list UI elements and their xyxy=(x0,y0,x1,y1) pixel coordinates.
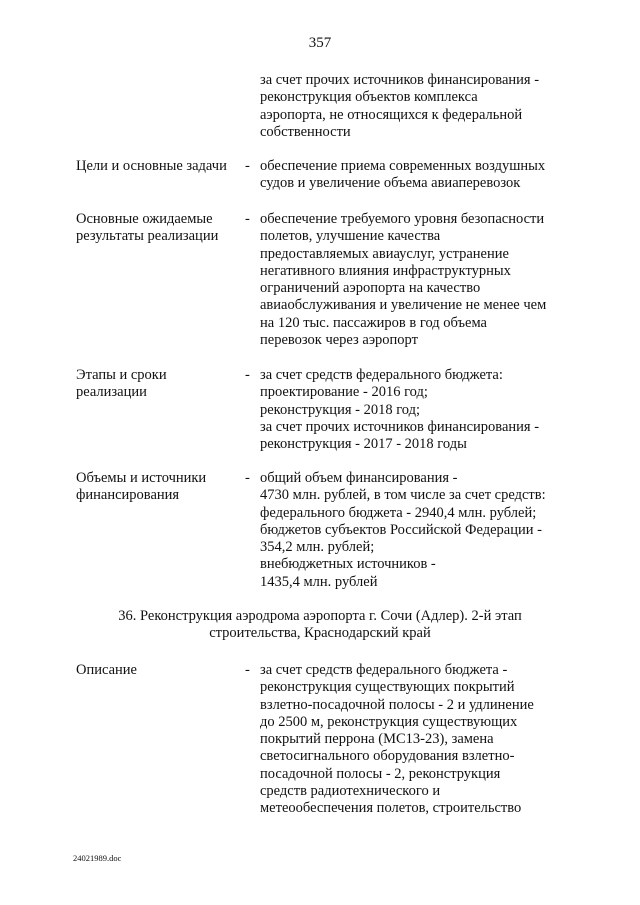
dash-separator: - xyxy=(245,662,250,678)
label-line: финансирования xyxy=(76,487,180,504)
text-line: посадочной полосы - 2, реконструкция xyxy=(260,765,501,782)
label-line: Объемы и источники xyxy=(76,470,207,486)
text-line: за счет прочих источников финансирования - xyxy=(260,72,540,88)
footer-filename: 24021989.doc xyxy=(73,853,122,863)
text-line: обеспечение приема современных воздушных xyxy=(260,158,546,174)
section-label xyxy=(76,367,241,402)
text-line: предоставляемых авиауслуг, устранение xyxy=(260,245,509,262)
text-line: реконструкция - 2017 - 2018 годы xyxy=(260,436,467,453)
dash-separator: - xyxy=(245,367,250,383)
text-line: общий объем финансирования - xyxy=(260,470,458,486)
label-line: Этапы и сроки xyxy=(76,367,167,383)
text-line: светосигнального оборудования взлетно- xyxy=(260,748,515,765)
text-line: за счет средств федерального бюджета - xyxy=(260,662,508,678)
label-line: Описание xyxy=(76,662,137,678)
text-line: 354,2 млн. рублей; xyxy=(260,539,375,556)
label-line: реализации xyxy=(76,384,147,401)
text-line: реконструкция существующих покрытий xyxy=(260,679,515,696)
dash-separator: - xyxy=(245,211,250,227)
text-line: покрытий перрона (МС13-23), замена xyxy=(260,731,494,748)
continuation-text xyxy=(260,72,580,141)
text-line: средств радиотехнического и xyxy=(260,783,441,800)
text-line: проектирование - 2016 год; xyxy=(260,384,428,401)
section-value xyxy=(260,211,580,349)
text-line: бюджетов субъектов Российской Федерации - xyxy=(260,521,542,538)
section-label xyxy=(76,662,241,679)
text-line: на 120 тыс. пассажиров в год объема xyxy=(260,314,487,331)
label-line: Основные ожидаемые xyxy=(76,211,213,227)
text-line: собственности xyxy=(260,123,351,140)
heading-line: 36. Реконструкция аэродрома аэропорта г. Сочи (Адлер). 2-й этап xyxy=(118,608,522,624)
text-line: негативного влияния инфраструктурных xyxy=(260,262,511,279)
text-line: федерального бюджета - 2940,4 млн. рублей; xyxy=(260,504,537,521)
text-line: реконструкция - 2018 год; xyxy=(260,401,421,418)
text-line: за счет прочих источников финансирования - xyxy=(260,418,540,435)
section-value xyxy=(260,367,580,453)
section-value xyxy=(260,470,580,591)
text-line: реконструкция объектов комплекса xyxy=(260,89,478,106)
dash-separator: - xyxy=(245,158,250,174)
text-line: внебюджетных источников - xyxy=(260,556,436,573)
text-line: взлетно-посадочной полосы - 2 и удлинение xyxy=(260,696,534,713)
text-line: авиаобслуживания и увеличение не менее чем xyxy=(260,297,547,314)
text-line: полетов, улучшение качества xyxy=(260,228,441,245)
text-line: за счет средств федерального бюджета: xyxy=(260,367,503,383)
text-line: метеообеспечения полетов, строительство xyxy=(260,800,522,817)
section-value xyxy=(260,662,580,818)
text-line: перевозок через аэропорт xyxy=(260,332,418,349)
label-line: Цели и основные задачи xyxy=(76,158,227,174)
text-line: аэропорта, не относящихся к федеральной xyxy=(260,106,523,123)
text-line: до 2500 м, реконструкция существующих xyxy=(260,713,518,730)
section-label xyxy=(76,158,241,175)
text-line: 1435,4 млн. рублей xyxy=(260,573,378,590)
text-line: 4730 млн. рублей, в том числе за счет средств: xyxy=(260,487,546,504)
section-value xyxy=(260,158,580,193)
text-line: ограничений аэропорта на качество xyxy=(260,280,481,297)
page-number: 357 xyxy=(308,35,332,51)
section-label xyxy=(76,211,241,246)
heading-line: строительства, Краснодарский край xyxy=(209,625,431,642)
section-label xyxy=(76,470,241,505)
text-line: обеспечение требуемого уровня безопасности xyxy=(260,211,545,227)
dash-separator: - xyxy=(245,470,250,486)
text-line: судов и увеличение объема авиаперевозок xyxy=(260,175,521,192)
label-line: результаты реализации xyxy=(76,228,219,245)
section-heading xyxy=(0,608,640,643)
